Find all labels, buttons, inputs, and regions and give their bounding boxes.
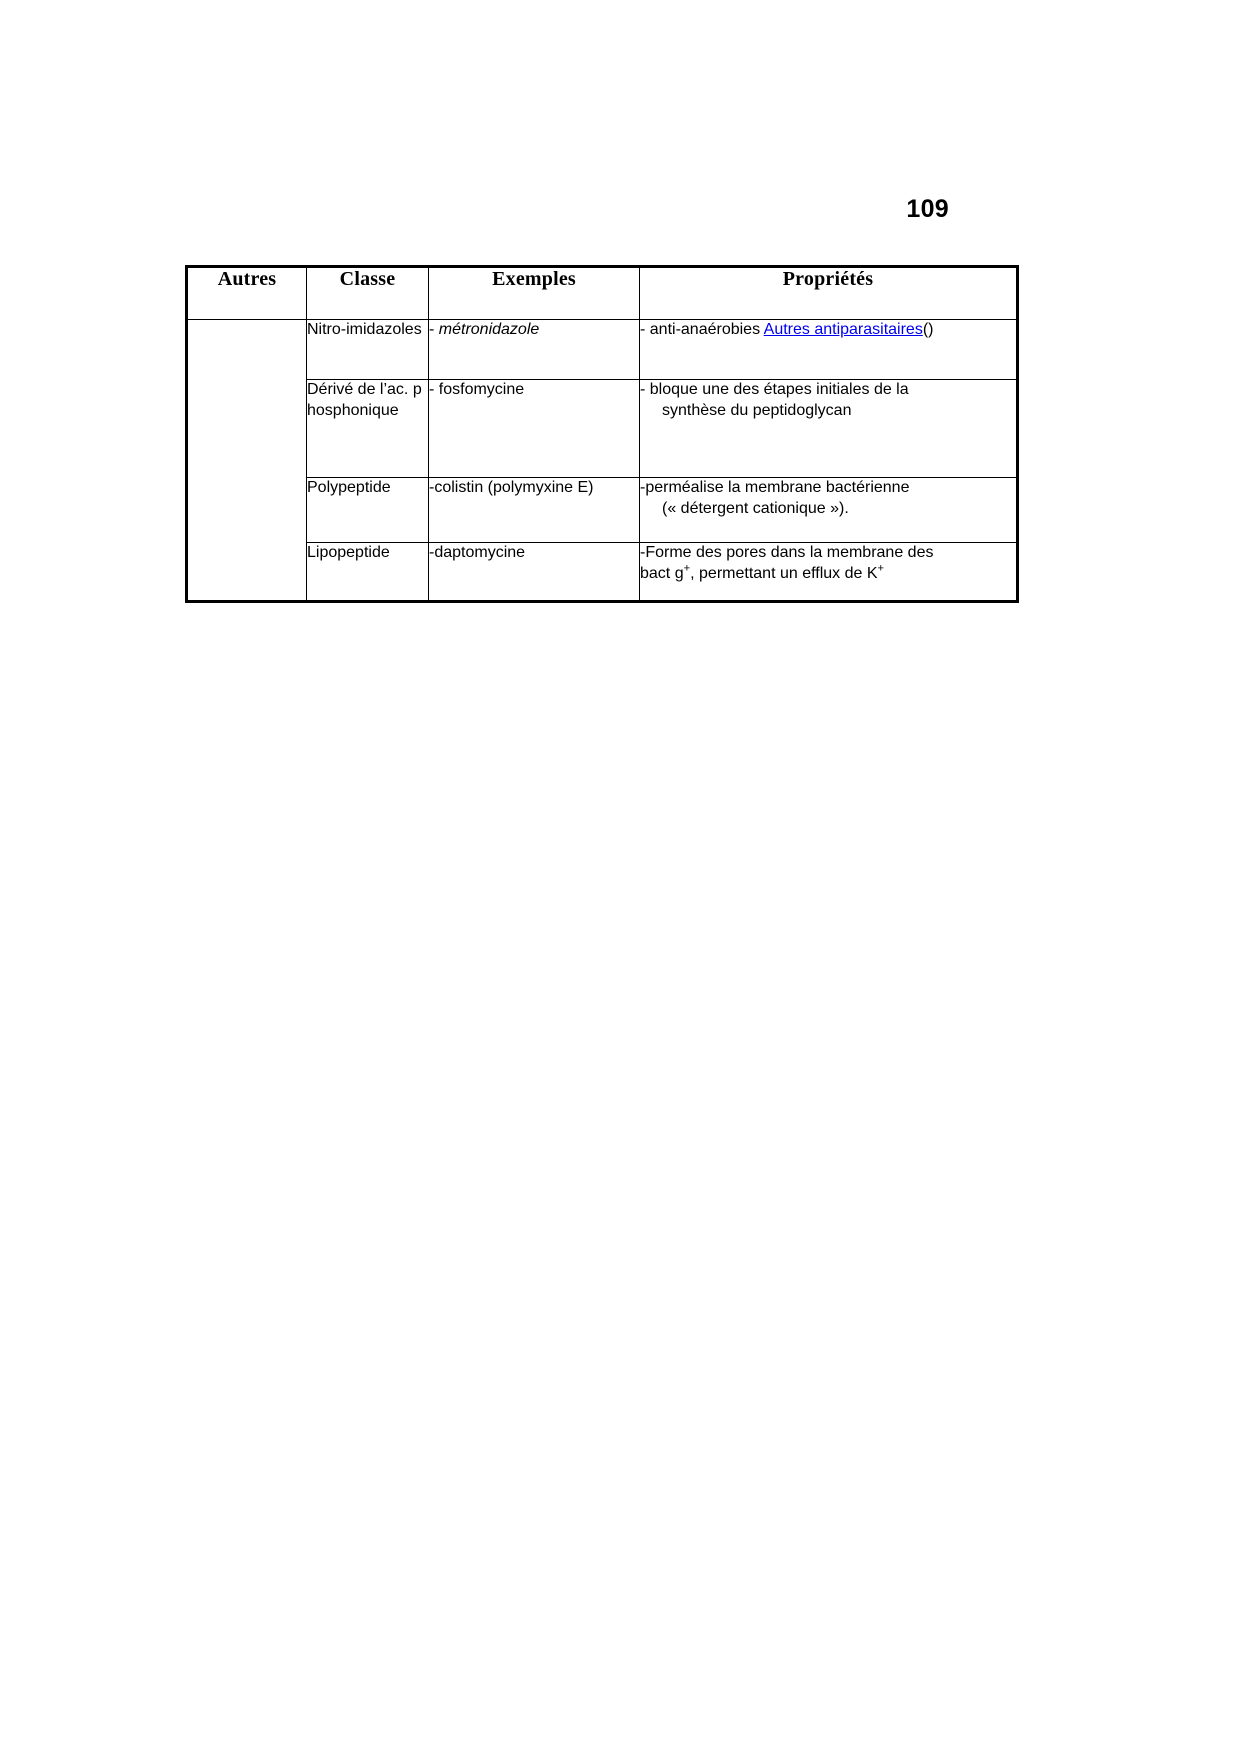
cell-propriete xyxy=(640,320,1018,380)
superscript-plus-potassium: + xyxy=(877,562,885,575)
cell-exemple: - fosfomycine xyxy=(429,380,640,478)
antibiotics-table xyxy=(185,265,1019,603)
cell-exemple: -colistin (polymyxine E) xyxy=(429,478,640,543)
column-header-exemples: Exemples xyxy=(429,267,640,320)
propriete-lead-text: -perméalise la membrane bactérienne xyxy=(640,479,910,496)
exemple-drug-name: métronidazole xyxy=(438,321,540,338)
propriete-second-line xyxy=(640,564,1016,585)
cell-classe: Nitro-imidazoles xyxy=(307,320,429,380)
propriete-lead-text: -Forme des pores dans la membrane des xyxy=(640,544,934,561)
column-header-proprietes: Propriétés xyxy=(640,267,1018,320)
table-body xyxy=(187,320,1018,602)
propriete-tail-text: () xyxy=(922,321,934,338)
cell-autres-merged xyxy=(187,320,307,602)
column-header-classe: Classe xyxy=(307,267,429,320)
cell-classe: Polypeptide xyxy=(307,478,429,543)
antibiotics-table-wrapper xyxy=(185,265,1016,603)
propriete-second-line: synthèse du peptidoglycan xyxy=(662,401,852,419)
cell-classe: Lipopeptide xyxy=(307,543,429,602)
table-row xyxy=(187,543,1018,602)
cell-exemple: -daptomycine xyxy=(429,543,640,602)
table-header xyxy=(187,267,1018,320)
propriete-lead-text: - bloque une des étapes initiales de la xyxy=(640,381,909,398)
cell-exemple xyxy=(429,320,640,380)
cell-propriete xyxy=(640,543,1018,602)
page-number: 109 xyxy=(906,195,949,223)
cell-propriete xyxy=(640,380,1018,478)
table-header-row xyxy=(187,267,1018,320)
cell-propriete xyxy=(640,478,1018,543)
propriete-second-line-part-a: bact g xyxy=(640,564,684,582)
table-row xyxy=(187,478,1018,543)
propriete-hyperlink[interactable]: Autres antiparasitaires xyxy=(763,321,923,338)
superscript-plus-gram: + xyxy=(683,562,691,575)
table-row xyxy=(187,320,1018,380)
exemple-prefix: - xyxy=(429,321,439,338)
propriete-second-line: (« détergent cationique »). xyxy=(662,499,849,517)
propriete-second-line-part-b: , permettant un efflux de K xyxy=(690,564,878,582)
cell-classe: Dérivé de l’ac. phosphonique xyxy=(307,380,429,478)
propriete-lead-text: - anti-anaérobies xyxy=(640,321,764,338)
table-row xyxy=(187,380,1018,478)
column-header-autres: Autres xyxy=(187,267,307,320)
